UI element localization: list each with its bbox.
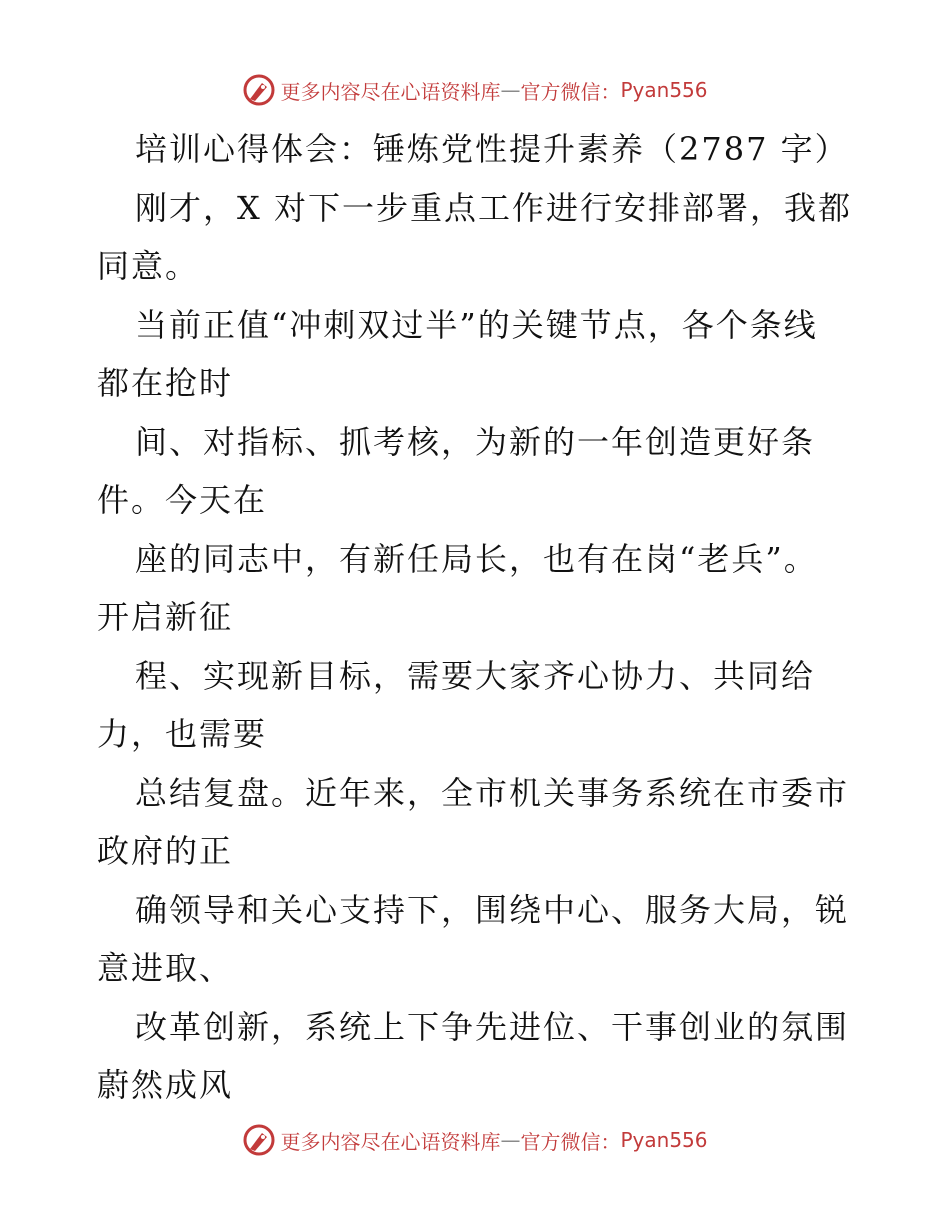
text-line: 座的同志中，有新任局长，也有在岗“老兵”。 xyxy=(135,539,818,578)
document-title: 培训心得体会：锤炼党性提升素养（2787 字） xyxy=(135,130,849,168)
text-line: 力，也需要 xyxy=(97,715,268,753)
footer-watermark xyxy=(0,1120,950,1160)
watermark-wechat-label: 官方微信： xyxy=(520,1129,621,1154)
watermark-site-text: 更多内容尽在心语资料库 xyxy=(280,1129,501,1154)
text-line: 改革创新，系统上下争先进位、干事创业的氛围 xyxy=(135,1007,850,1046)
pen-nib-icon xyxy=(242,1123,276,1157)
pen-nib-icon xyxy=(242,73,276,107)
watermark-separator: — xyxy=(500,78,521,102)
watermark-wechat-id: Pyan556 xyxy=(620,78,708,102)
text-line: 刚才，X 对下一步重点工作进行安排部署，我都 xyxy=(135,188,852,227)
text-line: 都在抢时 xyxy=(97,364,234,402)
watermark-site-text: 更多内容尽在心语资料库 xyxy=(280,79,501,104)
watermark-wechat-id: Pyan556 xyxy=(620,1128,708,1152)
text-line: 当前正值“冲刺双过半”的关键节点，各个条线 xyxy=(135,305,818,344)
text-line: 件。今天在 xyxy=(97,481,268,519)
text-line: 间、对指标、抓考核，为新的一年创造更好条 xyxy=(135,422,816,461)
text-line: 开启新征 xyxy=(97,598,234,636)
text-line: 程、实现新目标，需要大家齐心协力、共同给 xyxy=(135,656,816,695)
text-line: 总结复盘。近年来，全市机关事务系统在市委市 xyxy=(135,773,850,812)
text-line: 确领导和关心支持下，围绕中心、服务大局，锐 xyxy=(135,890,850,929)
document-body xyxy=(97,120,857,1115)
watermark-wechat-label: 官方微信： xyxy=(520,79,621,104)
text-line: 蔚然成风 xyxy=(97,1066,234,1104)
text-line: 同意。 xyxy=(97,247,200,285)
text-line: 意进取、 xyxy=(97,949,234,987)
header-watermark xyxy=(0,70,950,110)
watermark-separator: — xyxy=(500,1128,521,1152)
text-line: 政府的正 xyxy=(97,832,234,870)
